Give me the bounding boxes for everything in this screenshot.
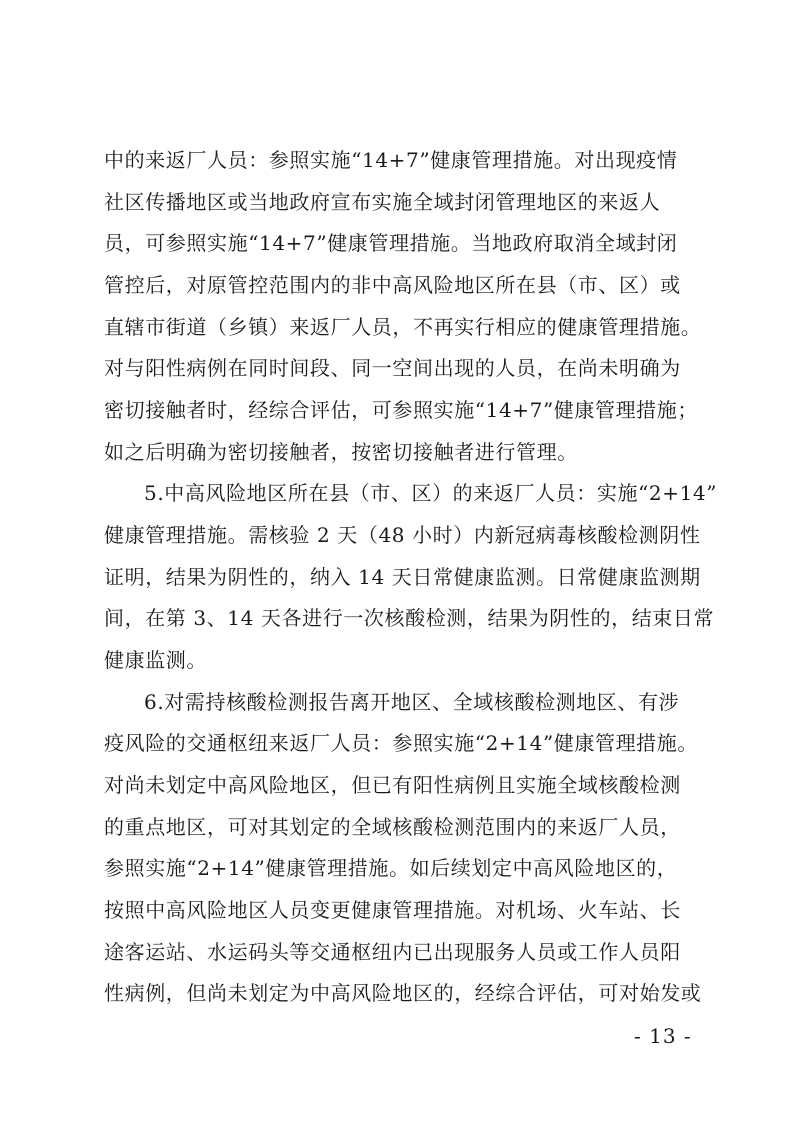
body-text-line: 直辖市街道（乡镇）来返厂人员，不再实行相应的健康管理措施。 [104, 315, 702, 339]
body-text-line: 如之后明确为密切接触者，按密切接触者进行管理。 [104, 440, 578, 464]
body-text-line: 健康监测。 [104, 648, 207, 672]
body-text-line: 对尚未划定中高风险地区，但已有阳性病例且实施全域核酸检测 [104, 773, 681, 797]
body-text-line: 按照中高风险地区人员变更健康管理措施。对机场、火车站、长 [104, 898, 681, 922]
body-text-line: 管控后，对原管控范围内的非中高风险地区所在县（市、区）或 [104, 273, 681, 297]
body-text-line: 密切接触者时，经综合评估，可参照实施“14+7”健康管理措施； [104, 398, 698, 422]
body-text-line: 对与阳性病例在同时间段、同一空间出现的人员，在尚未明确为 [104, 356, 681, 380]
body-text-line: 员，可参照实施“14+7”健康管理措施。当地政府取消全域封闭 [104, 231, 678, 255]
body-text-line: 疫风险的交通枢纽来返厂人员：参照实施“2+14”健康管理措施。 [104, 731, 698, 755]
page-number: - 13 - [634, 1024, 692, 1048]
body-text-line: 中的来返厂人员：参照实施“14+7”健康管理措施。对出现疫情 [104, 148, 678, 172]
paragraph-6-start: 6.对需持核酸检测报告离开地区、全域核酸检测地区、有涉 [144, 690, 680, 714]
body-text-line: 间，在第 3、14 天各进行一次核酸检测，结果为阴性的，结束日常 [104, 606, 715, 630]
body-text-line: 健康管理措施。需核验 2 天（48 小时）内新冠病毒核酸检测阴性 [104, 523, 701, 547]
body-text-line: 的重点地区，可对其划定的全域核酸检测范围内的来返厂人员， [104, 815, 681, 839]
body-text-line: 社区传播地区或当地政府宣布实施全域封闭管理地区的来返人 [104, 190, 661, 214]
body-text-line: 途客运站、水运码头等交通枢纽内已出现服务人员或工作人员阳 [104, 940, 681, 964]
paragraph-5-start: 5.中高风险地区所在县（市、区）的来返厂人员：实施“2+14” [144, 481, 718, 505]
body-text-line: 性病例，但尚未划定为中高风险地区的，经综合评估，可对始发或 [104, 981, 702, 1005]
body-text-line: 证明，结果为阴性的，纳入 14 天日常健康监测。日常健康监测期 [104, 565, 701, 589]
body-text-line: 参照实施“2+14”健康管理措施。如后续划定中高风险地区的， [104, 856, 678, 880]
